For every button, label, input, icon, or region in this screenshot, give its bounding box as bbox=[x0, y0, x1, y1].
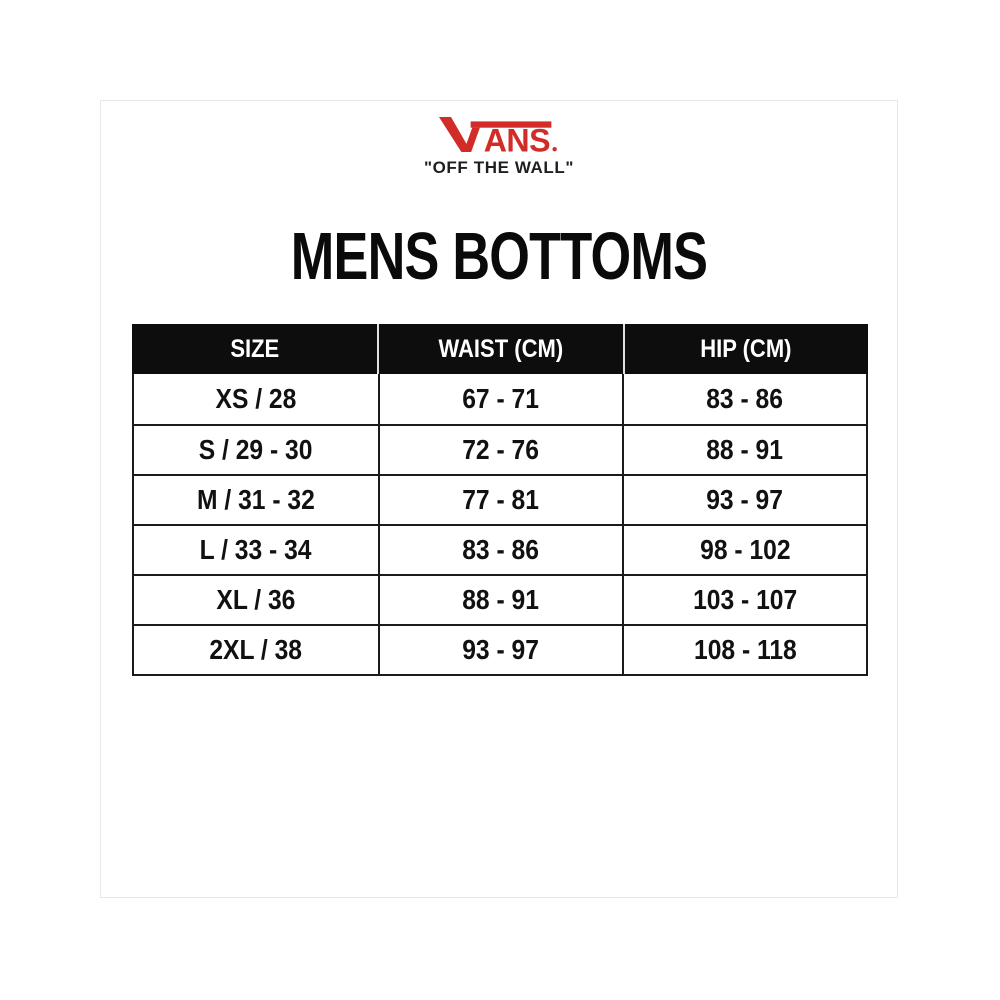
registered-trademark-dot bbox=[552, 147, 556, 151]
cell-value: 93 - 97 bbox=[462, 634, 540, 665]
cell-value: 67 - 71 bbox=[462, 383, 540, 414]
cell-value: 88 - 91 bbox=[706, 434, 784, 465]
cell-size bbox=[134, 626, 378, 674]
cell-hip bbox=[622, 426, 866, 474]
header-cell-size bbox=[132, 324, 377, 374]
cell-hip bbox=[622, 626, 866, 674]
cell-size bbox=[134, 426, 378, 474]
cell-hip bbox=[622, 576, 866, 624]
cell-value: S / 29 - 30 bbox=[199, 434, 313, 465]
vans-logo-icon bbox=[439, 117, 559, 152]
header-cell-hip bbox=[623, 324, 868, 374]
cell-value: M / 31 - 32 bbox=[197, 484, 315, 515]
header-cell-waist bbox=[377, 324, 622, 374]
brand-tagline: "OFF THE WALL" bbox=[423, 158, 575, 177]
header-label: WAIST (CM) bbox=[438, 334, 564, 363]
size-chart-table bbox=[132, 324, 868, 676]
cell-hip bbox=[622, 526, 866, 574]
table-row-s bbox=[134, 424, 866, 474]
cell-value: 103 - 107 bbox=[692, 584, 798, 615]
cell-value: 83 - 86 bbox=[462, 534, 540, 565]
table-row-m bbox=[134, 474, 866, 524]
cell-hip bbox=[622, 476, 866, 524]
header-label: SIZE bbox=[230, 334, 280, 363]
cell-hip bbox=[622, 374, 866, 424]
table-body bbox=[132, 374, 868, 676]
cell-waist bbox=[378, 476, 622, 524]
vans-logo-v-right-stroke bbox=[464, 128, 480, 152]
vans-logo bbox=[101, 117, 897, 157]
cell-waist bbox=[378, 526, 622, 574]
cell-waist bbox=[378, 576, 622, 624]
cell-value: 77 - 81 bbox=[462, 484, 540, 515]
cell-size bbox=[134, 374, 378, 424]
cell-size bbox=[134, 576, 378, 624]
table-row-l bbox=[134, 524, 866, 574]
cell-value: 98 - 102 bbox=[699, 534, 791, 565]
cell-waist bbox=[378, 374, 622, 424]
cell-size bbox=[134, 526, 378, 574]
page-title bbox=[101, 219, 897, 294]
cell-value: 72 - 76 bbox=[462, 434, 540, 465]
cell-value: L / 33 - 34 bbox=[200, 534, 312, 565]
header-label: HIP (CM) bbox=[700, 334, 792, 363]
table-header-row bbox=[132, 324, 868, 374]
cell-value: 88 - 91 bbox=[462, 584, 540, 615]
table-row-xl bbox=[134, 574, 866, 624]
cell-value: XL / 36 bbox=[216, 584, 296, 615]
cell-value: 83 - 86 bbox=[706, 383, 784, 414]
cell-value: 108 - 118 bbox=[693, 634, 797, 665]
page-title-text: MENS BOTTOMS bbox=[290, 219, 708, 294]
cell-value: 2XL / 38 bbox=[209, 634, 303, 665]
cell-value: XS / 28 bbox=[215, 383, 297, 414]
cell-value: 93 - 97 bbox=[706, 484, 784, 515]
cell-size bbox=[134, 476, 378, 524]
content-card bbox=[100, 100, 898, 898]
table-row-xs bbox=[134, 374, 866, 424]
cell-waist bbox=[378, 626, 622, 674]
vans-logo-ans-text: ANS bbox=[483, 122, 551, 152]
table-row-2xl bbox=[134, 624, 866, 674]
cell-waist bbox=[378, 426, 622, 474]
